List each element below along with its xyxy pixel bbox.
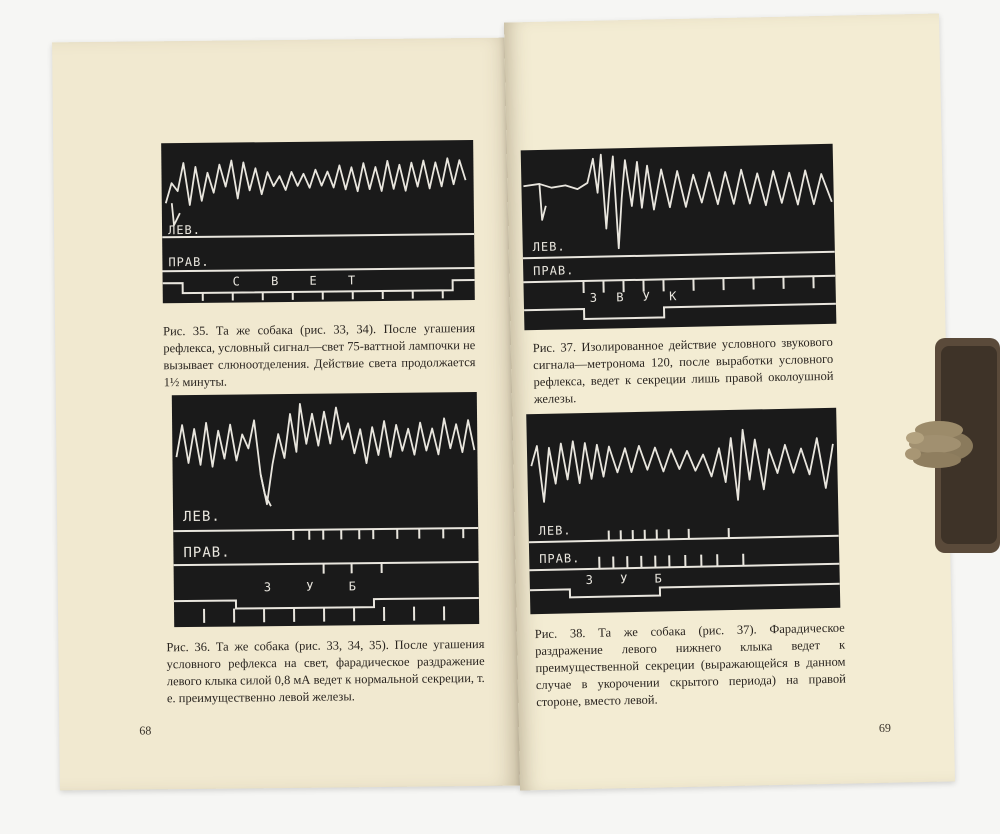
fig35-right-label: ПРАВ. [168,254,210,270]
fig37-left-label: ЛЕВ. [532,239,566,255]
figure-37 [521,144,837,330]
fig37-stimulus-label: З В У К [589,288,683,305]
page-number-left: 68 [139,723,152,738]
fig37-right-label: ПРАВ. [533,263,575,279]
right-page [504,14,955,791]
fig38-left-label: ЛЕВ. [538,523,572,539]
figure-35 [161,140,475,303]
page-number-right: 69 [878,720,892,735]
fig35-stimulus-label: С В Е Т [232,273,368,289]
figure-38-graph [526,408,840,614]
left-page [52,38,520,791]
fig38-right-label: ПРАВ. [539,551,581,567]
figure-38-caption: Рис. 38. Та же собака (рис. 37). Фарадическое раздражение левого нижнего клыка ведет к преимущественной секреции (выражающейся в данном случае в укорочении скрытого периода) на правой стороне, вместо левой. [534,620,846,710]
fig38-stimulus-label: З У Б [585,571,672,588]
fig36-left-label: ЛЕВ. [182,508,221,526]
figure-38 [526,408,840,614]
figure-38-ticks [599,528,744,569]
fig36-right-label: ПРАВ. [183,544,231,562]
fig36-stimulus-label: З У Б [263,579,371,595]
figure-37-caption: Рис. 37. Изолированное действие условного звукового сигнала—метронома 120, после выработки условного рефлекса, ведет к секреции лишь правой околоушной железы. [532,334,834,407]
bronze-hand-clip-icon [905,338,1000,553]
fig35-left-label: ЛЕВ. [167,222,202,238]
figure-35-caption: Рис. 35. Та же собака (рис. 33, 34). После угашения рефлекса, условный сигнал—свет 75-ваттной лампочки не вызывает слюноотделения. Действие света продолжается 1½ минуты. [163,321,476,390]
figure-36 [172,392,479,627]
figure-36-caption: Рис. 36. Та же собака (рис. 33, 34, 35). После угашения условного рефлекса на свет, фарадическое раздражение левого клыка силой 0,8 мА ведет к нормальной секреции, т. е. преимущественно левой железы. [166,636,485,706]
